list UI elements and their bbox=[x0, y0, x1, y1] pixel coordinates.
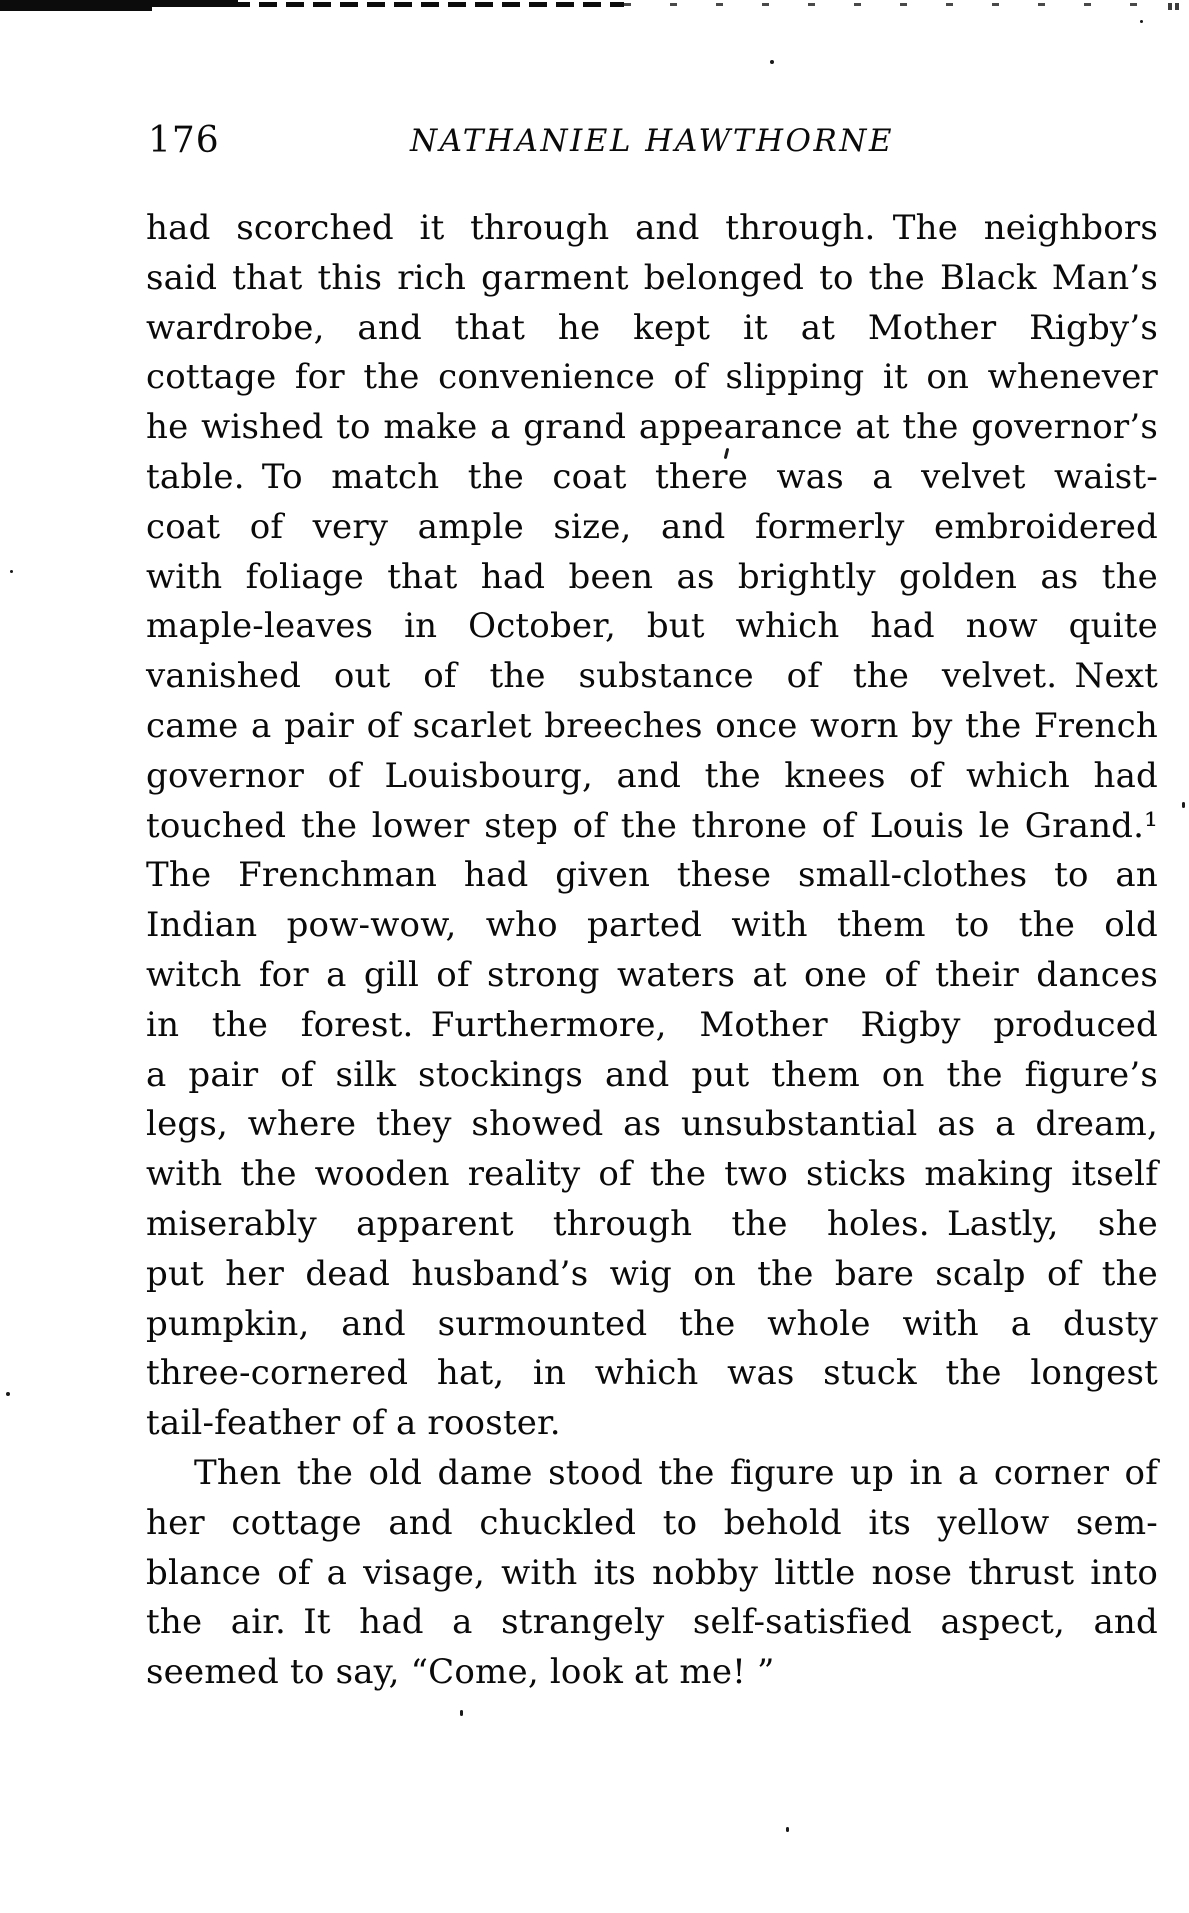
running-header-title: NATHANIEL HAWTHORNE bbox=[409, 123, 895, 159]
text-line: cottage for the convenience of slipping it on whenever bbox=[146, 357, 1158, 398]
text-line: maple-leaves in October, but which had now quite bbox=[146, 606, 1158, 647]
scan-speck bbox=[786, 1827, 789, 1832]
text-line: miserably apparent through the holes. Lastly, she bbox=[146, 1203, 1158, 1244]
page-body bbox=[146, 204, 1158, 1698]
text-line: coat of very ample size, and formerly embroidered bbox=[146, 506, 1158, 547]
text-line: The Frenchman had given these small-clothes to an bbox=[146, 855, 1158, 896]
scan-artifact-segment bbox=[60, 0, 238, 7]
text-line: vanished out of the substance of the velvet. Next bbox=[146, 656, 1158, 697]
scan-artifact-segment bbox=[1168, 3, 1182, 10]
scan-artifact-segment bbox=[624, 3, 1154, 6]
text-line: said that this rich garment belonged to the Black Man’s bbox=[146, 257, 1158, 298]
text-line: blance of a visage, with its nobby little nose thrust into bbox=[146, 1552, 1158, 1593]
scan-artifact-segment bbox=[232, 2, 624, 7]
text-line: seemed to say, “Come, look at me! ” bbox=[146, 1652, 775, 1693]
running-head bbox=[146, 120, 1158, 164]
text-line: legs, where they showed as unsubstantial as a dream, bbox=[146, 1104, 1158, 1145]
text-line: came a pair of scarlet breeches once worn by the French bbox=[146, 705, 1158, 746]
scan-speck bbox=[460, 1710, 463, 1716]
text-line: had scorched it through and through. The neighbors bbox=[146, 208, 1158, 248]
text-line: Indian pow-wow, who parted with them to the old bbox=[146, 905, 1158, 946]
text-line: a pair of silk stockings and put them on the figure’s bbox=[146, 1054, 1158, 1095]
text-line: he wished to make a grand appearance at the governor’s bbox=[146, 407, 1158, 448]
text-line: wardrobe, and that he kept it at Mother Rigby’s bbox=[146, 307, 1158, 348]
text-line: tail-feather of a rooster. bbox=[146, 1403, 561, 1444]
text-line: three-cornered hat, in which was stuck the longest bbox=[146, 1353, 1158, 1394]
scan-speck bbox=[1140, 20, 1143, 23]
text-line: table. To match the coat there was a velvet waist- bbox=[146, 456, 1158, 497]
scan-speck bbox=[6, 1392, 10, 1396]
text-line: put her dead husband’s wig on the bare scalp of the bbox=[146, 1253, 1158, 1294]
text-line: touched the lower step of the throne of Louis le Grand.¹ bbox=[146, 805, 1158, 846]
text-line: in the forest. Furthermore, Mother Rigby produced bbox=[146, 1004, 1158, 1045]
text-line: the air. It had a strangely self-satisfied aspect, and bbox=[146, 1602, 1158, 1643]
scan-speck bbox=[1182, 802, 1185, 808]
text-line: Then the old dame stood the figure up in a corner of bbox=[194, 1452, 1158, 1493]
text-line: with foliage that had been as brightly golden as the bbox=[146, 556, 1158, 597]
text-line: governor of Louisbourg, and the knees of which had bbox=[146, 755, 1158, 796]
text-line: with the wooden reality of the two sticks making itself bbox=[146, 1154, 1158, 1195]
text-line: her cottage and chuckled to behold its yellow sem- bbox=[146, 1502, 1158, 1543]
text-line: pumpkin, and surmounted the whole with a dusty bbox=[146, 1303, 1158, 1344]
page-number: 176 bbox=[148, 120, 220, 161]
text-line: witch for a gill of strong waters at one of their dances bbox=[146, 954, 1158, 995]
scan-speck bbox=[770, 60, 774, 64]
scan-speck bbox=[10, 570, 13, 573]
